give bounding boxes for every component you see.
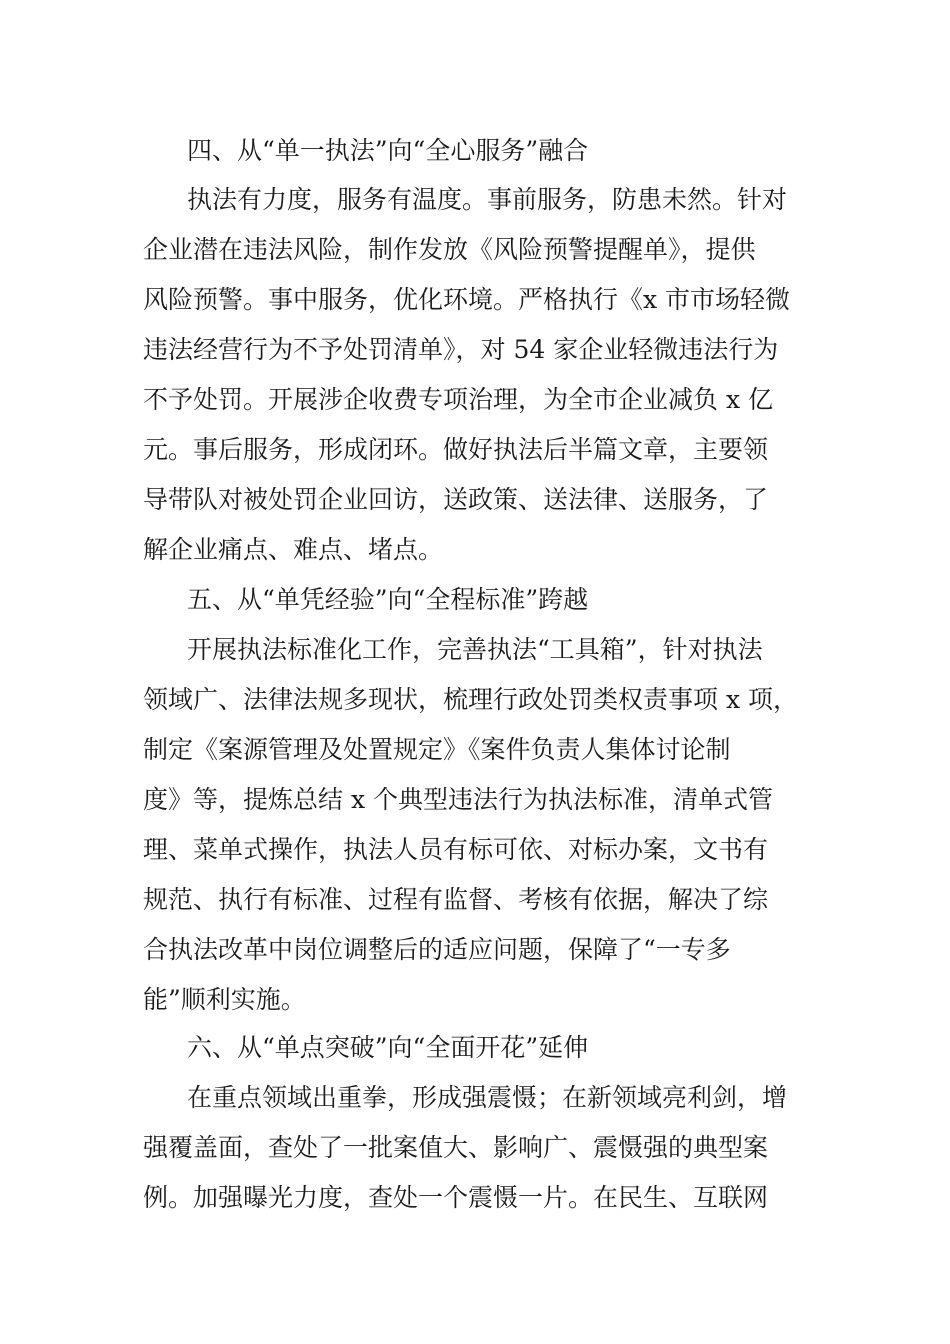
paragraph-line: 执法有力度，服务有温度。事前服务，防患未然。针对	[187, 185, 788, 214]
paragraph-line: 违法经营行为不予处罚清单》，对 54 家企业轻微违法行为	[143, 335, 779, 364]
paragraph-line: 度》等，提炼总结 x 个典型违法行为执法标准，清单式管	[143, 785, 773, 814]
paragraph-line: 开展执法标准化工作，完善执法“工具箱”，针对执法	[187, 635, 763, 664]
paragraph-line: 不予处罚。开展涉企收费专项治理，为全市企业减负 x 亿	[143, 385, 773, 414]
paragraph-line: 解企业痛点、难点、堵点。	[143, 535, 444, 564]
paragraph-line: 合执法改革中岗位调整后的适应问题，保障了“一专多	[143, 935, 731, 964]
paragraph-line: 在重点领域出重拳，形成强震慑；在新领域亮利剑，增	[187, 1083, 788, 1112]
paragraph-line: 规范、执行有标准、过程有监督、考核有依据，解决了综	[143, 885, 769, 914]
paragraph-line: 例。加强曝光力度，查处一个震慑一片。在民生、互联网	[143, 1183, 769, 1212]
paragraph-line: 导带队对被处罚企业回访，送政策、送法律、送服务，了	[143, 485, 769, 514]
section-heading-5: 五、从“单凭经验”向“全程标准”跨越	[187, 585, 589, 614]
paragraph-line: 元。事后服务，形成闭环。做好执法后半篇文章，主要领	[143, 435, 769, 464]
section-heading-4: 四、从“单一执法”向“全心服务”融合	[187, 136, 589, 165]
paragraph-line: 企业潜在违法风险，制作发放《风险预警提醒单》，提供	[143, 235, 756, 264]
paragraph-line: 领域广、法律法规多现状，梳理行政处罚类权责事项 x 项，	[143, 685, 798, 714]
paragraph-line: 能”顺利实施。	[143, 985, 306, 1014]
section-heading-6: 六、从“单点突破”向“全面开花”延伸	[187, 1033, 589, 1062]
paragraph-line: 制定《案源管理及处置规定》《案件负责人集体讨论制	[143, 735, 731, 764]
paragraph-line: 理、菜单式操作，执法人员有标可依、对标办案，文书有	[143, 835, 769, 864]
paragraph-line: 风险预警。事中服务，优化环境。严格执行《x 市市场轻微	[143, 285, 791, 314]
paragraph-line: 强覆盖面，查处了一批案值大、影响广、震慑强的典型案	[143, 1133, 769, 1162]
